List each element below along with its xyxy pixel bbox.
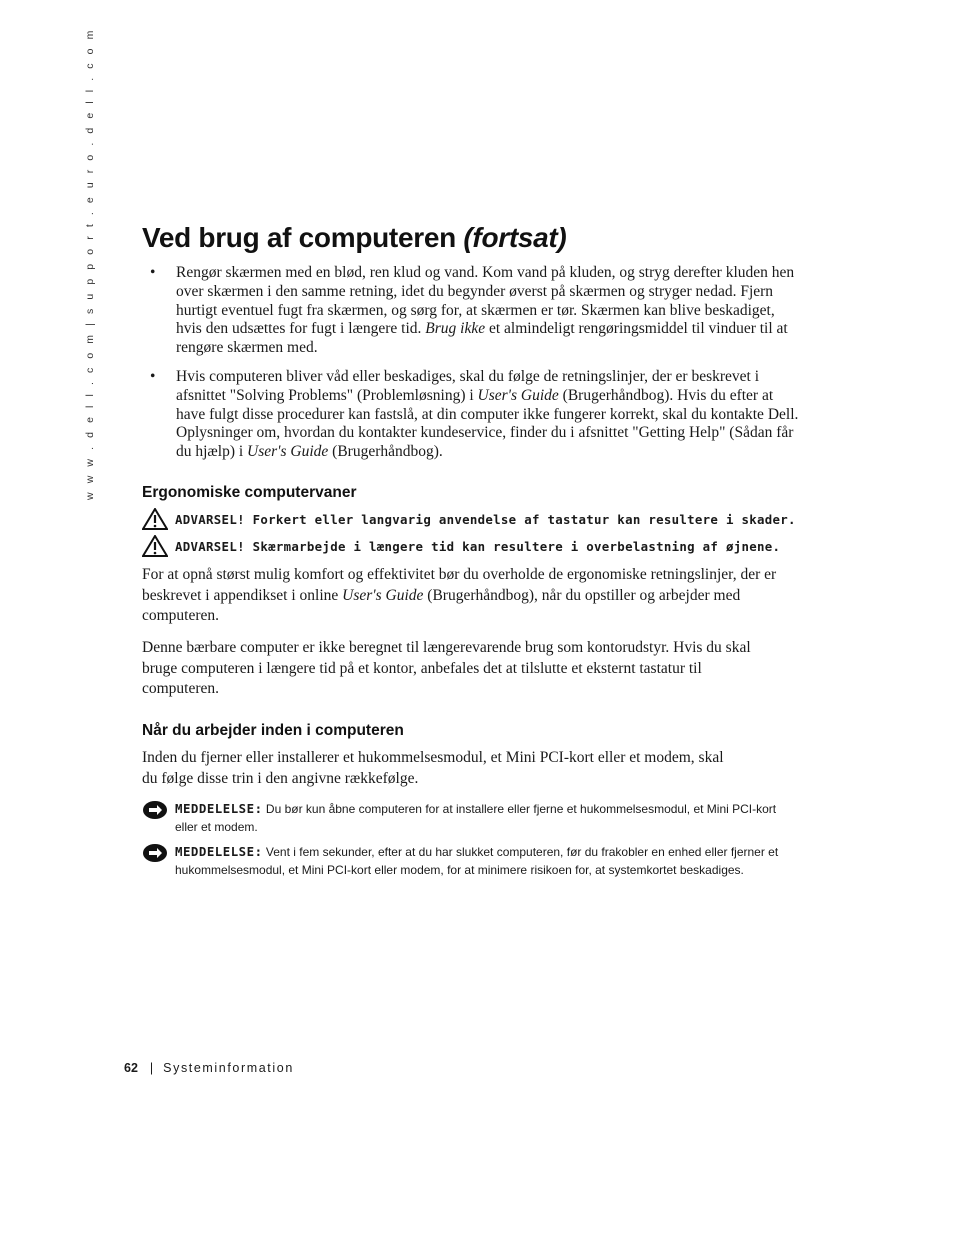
notice-text: Vent i fem sekunder, efter at du har slukket computeren, før du frakobler en enhed eller fjerner et hukommelsesmodul, et Mini PCI-kort eller modem, for at minimere risikoen for, at systemkortet beskadiges. — [175, 845, 779, 877]
notice-block — [142, 843, 802, 879]
bullet-list — [142, 264, 802, 472]
bullet-emphasis: User's Guide — [247, 443, 329, 461]
bullet-text: (Brugerhåndbog). — [328, 443, 443, 461]
notice-arrow-icon — [142, 843, 168, 863]
office-use-paragraph: Denne bærbare computer er ikke beregnet til længerevarende brug som kontorudstyr. Hvis du skal bruge computeren i længere tid på et kontor, anbefales det at tilslutte et eksternt tastatur til computeren. — [142, 639, 751, 697]
notice-block — [142, 800, 802, 836]
bullet-text: Rengør skærmen med en blød, ren klud og vand. Kom vand på kluden, og stryg derefter kluden hen over skærmen i den samme retning, idet du begynder øverst på skærmen og stryger nedad. Fjern hurtigt eventuel fugt fra skærmen, og sørg for, at skærmen er tør. Skærmen kan blive beskadiget, hvis den udsættes for fugt i længere tid. — [176, 264, 795, 338]
title-italic: (fortsat) — [463, 222, 567, 253]
notice-label: MEDDELELSE: — [175, 844, 263, 859]
bullet-emphasis: Brug ikke — [425, 320, 486, 338]
bullet-dot-icon: • — [150, 264, 156, 281]
paragraph-text: (Brugerhåndbog), når du opstiller og arbejder med computeren. — [142, 586, 741, 624]
page-number: 62 — [124, 1061, 138, 1075]
bullet-emphasis: User's Guide — [477, 386, 559, 404]
bullet-text: Hvis computeren bliver våd eller beskadiges, skal du følge de retningslinjer, der er beskrevet i afsnittet "Solving Problems" (Problemløsning) i — [176, 367, 760, 404]
warning-notice — [142, 535, 780, 557]
title-main: Ved brug af computeren — [142, 222, 464, 253]
bullet-text: et almindeligt rengøringsmiddel til vinduer til at rengøre skærmen med. — [176, 320, 788, 357]
notice-label: MEDDELELSE: — [175, 801, 263, 816]
section-heading-ergonomics: Ergonomiske computervaner — [142, 484, 357, 501]
notice-text: Du bør kun åbne computeren for at installere eller fjerne et hukommelsesmodul, et Mini PCI-kort eller et modem. — [175, 802, 777, 834]
footer-separator: | — [149, 1061, 154, 1075]
warning-text: ADVARSEL! Forkert eller langvarig anvendelse af tastatur kan resultere i skader. — [175, 511, 796, 527]
paragraph-text: For at opnå størst mulig komfort og effektivitet bør du overholde de ergonomiske retningslinjer, der er beskrevet i appendikset i online — [142, 566, 777, 604]
bullet-text: (Brugerhåndbog). Hvis du efter at have fulgt disse procedurer kan fastslå, at din computer ikke fungerer korrekt, skal du kontakte Dell. Oplysninger om, hvordan du kontakter kundeservice, finder du i afsnittet "Getting Help" (Sådan får du hjælp) i — [176, 386, 799, 461]
bullet-item — [142, 368, 802, 462]
bullet-dot-icon: • — [150, 367, 156, 385]
bullet-item — [142, 264, 802, 358]
side-url-text: w w w . d e l l . c o m | s u p p o r t . e u r o . d e l l . c o m — [84, 27, 96, 500]
page-title — [142, 222, 566, 254]
footer-section-name: Systeminformation — [163, 1061, 294, 1075]
inside-computer-paragraph: Inden du fjerner eller installerer et hukommelsesmodul, et Mini PCI-kort eller et modem, skal du følge disse trin i den angivne rækkefølge. — [142, 749, 724, 787]
page-footer — [124, 1061, 294, 1076]
warning-notice — [142, 508, 796, 530]
paragraph-emphasis: User's Guide — [342, 586, 424, 604]
ergonomics-paragraph — [142, 565, 782, 627]
section-heading-inside-computer: Når du arbejder inden i computeren — [142, 722, 404, 739]
notice-arrow-icon — [142, 800, 168, 820]
warning-triangle-icon — [142, 508, 168, 530]
warning-triangle-icon — [142, 535, 168, 557]
warning-text: ADVARSEL! Skærmarbejde i længere tid kan resultere i overbelastning af øjnene. — [175, 538, 781, 554]
